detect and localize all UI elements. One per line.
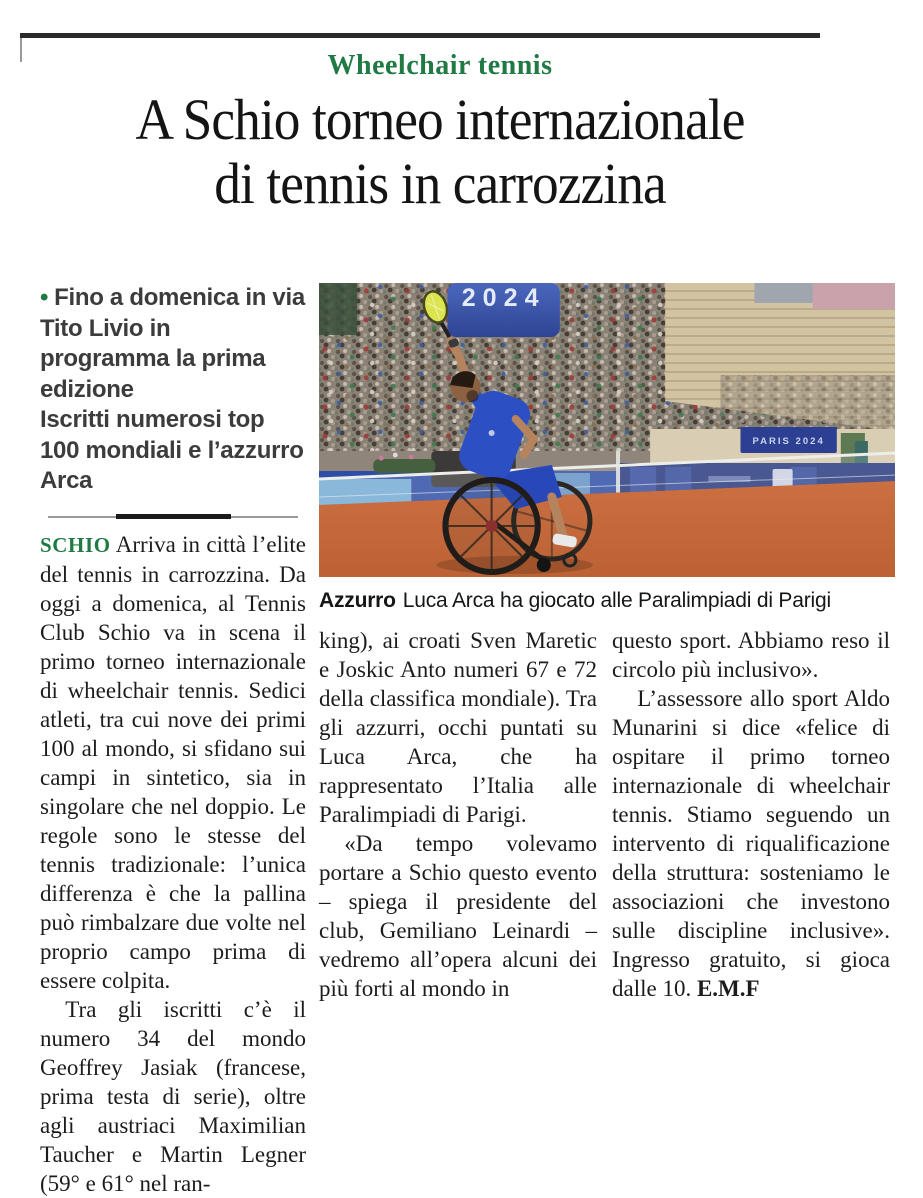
lower-columns bbox=[319, 626, 890, 1003]
paragraph: king), ai croati Sven Maretic e Joskic Anto numeri 67 e 72 della classifica mondiale). Tra gli azzurri, occhi puntati su Luca Arca, che ha rappresentato l’Italia alle Paralimpiadi di Parigi. bbox=[319, 628, 597, 827]
bullet-icon: • bbox=[40, 284, 49, 311]
article-headline bbox=[0, 88, 880, 216]
body-column-2 bbox=[319, 626, 597, 1003]
wheelchair-tennis-photo-illustration bbox=[319, 283, 895, 577]
headline-line-2: di tennis in carrozzina bbox=[214, 151, 666, 216]
body-column-3 bbox=[612, 626, 890, 1003]
summary-block-1 bbox=[40, 283, 306, 405]
paragraph: questo sport. Abbiamo reso il circolo più inclusivo». bbox=[612, 628, 890, 682]
paragraph-text: L’assessore allo sport Aldo Munarini si dice «felice di ospitare il primo torneo internazionale di wheelchair tennis. Stiamo seguendo un intervento di riqualificazione della struttura: sosteniamo le associazioni che investono sulle discipline inclusive». Ingresso gratuito, si gioca dalle 10. bbox=[612, 686, 890, 1001]
body-column-1 bbox=[40, 530, 306, 1198]
column-left bbox=[40, 283, 306, 1198]
article-summary bbox=[40, 283, 306, 497]
summary-text-1: Fino a domenica in via Tito Livio in programma la prima edizione bbox=[40, 284, 305, 403]
scoreboard-text: PARIS 2024 bbox=[752, 436, 825, 447]
article-photo bbox=[319, 283, 895, 577]
banner-year-text: 2024 bbox=[461, 284, 546, 312]
summary-block-2: Iscritti numerosi top 100 mondiali e l’azzurro Arca bbox=[40, 406, 304, 494]
photo-caption bbox=[319, 588, 890, 613]
paragraph: «Da tempo volevamo portare a Schio questo evento – spiega il presidente del club, Gemiliano Leinardi – vedremo all’opera alcuni dei più forti al mondo in bbox=[319, 831, 597, 1001]
paragraph bbox=[612, 684, 890, 1003]
caption-lead: Azzurro bbox=[319, 589, 396, 612]
paragraph bbox=[40, 530, 306, 995]
section-kicker: Wheelchair tennis bbox=[327, 50, 553, 81]
headline-line-1: A Schio torneo internazionale bbox=[135, 87, 745, 152]
paragraph: Tra gli iscritti c’è il numero 34 del mondo Geoffrey Jasiak (francese, prima testa di serie), oltre agli austriaci Maximilian Taucher e Martin Legner (59° e 61° nel ran- bbox=[40, 996, 306, 1196]
paragraph-text: Arriva in città l’elite del tennis in carrozzina. Da oggi a domenica, al Tennis Club Schio va in scena il primo torneo internazionale di wheelchair tennis. Sedici atleti, tra cui nove dei primi 100 al mondo, si sfidano sui campi in sintetico, sia in singolare che nel doppio. Le regole sono le stesse del tennis tradizionale: l’unica differenza è che la pallina può rimbalzare due volte nel proprio campo prima di essere colpita. bbox=[40, 531, 306, 993]
top-rule bbox=[20, 33, 820, 38]
article-body bbox=[40, 283, 890, 1198]
author-signature: E.M.F bbox=[696, 976, 760, 1001]
divider-thick-line bbox=[116, 514, 231, 519]
caption-text: Luca Arca ha giocato alle Paralimpiadi di Parigi bbox=[402, 589, 831, 612]
column-right-area bbox=[319, 283, 890, 1198]
section-divider bbox=[48, 514, 298, 520]
dateline: SCHIO bbox=[40, 532, 111, 557]
